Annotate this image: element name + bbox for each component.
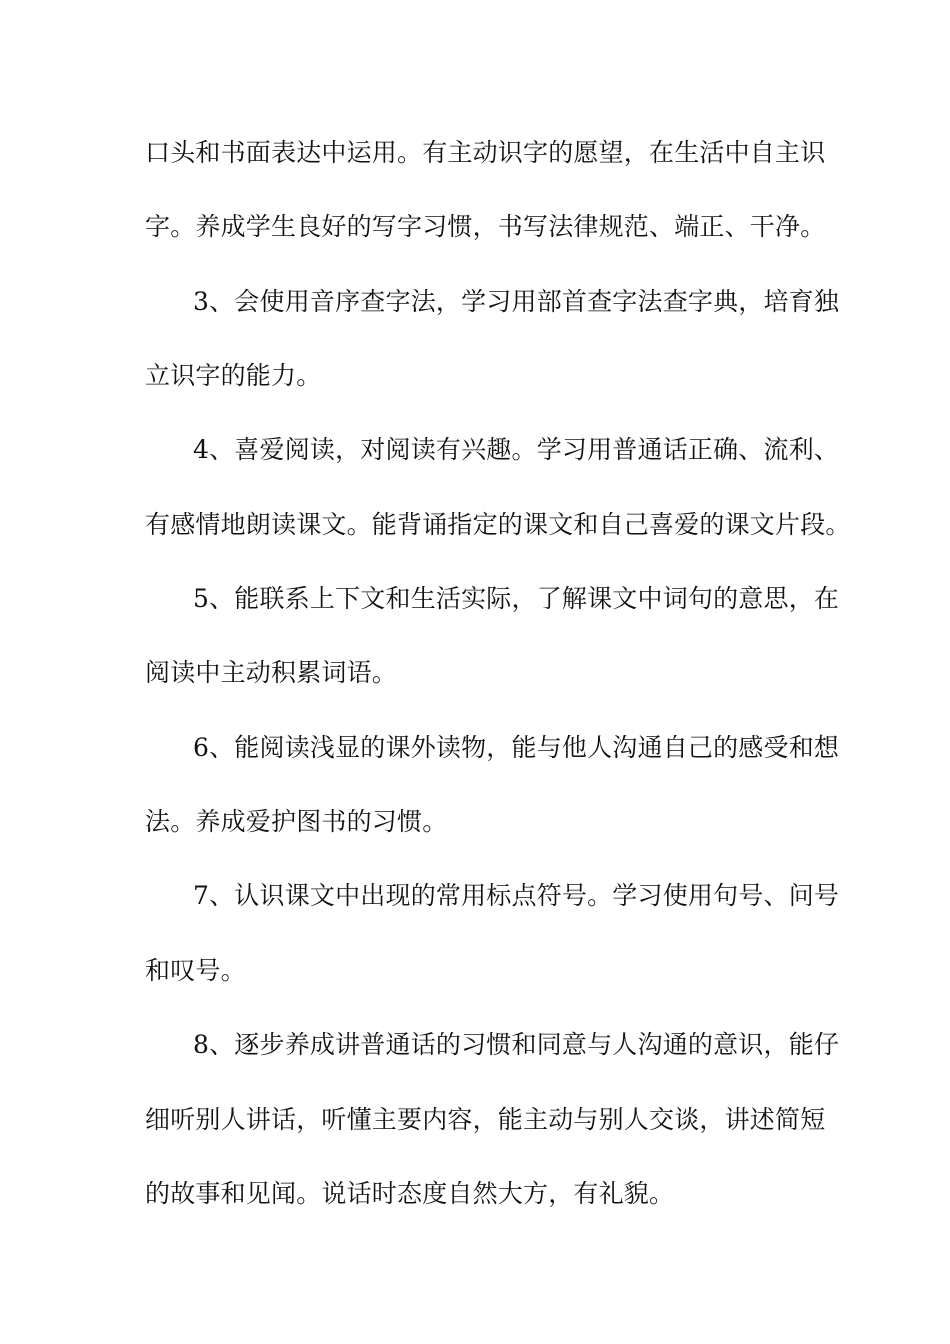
text-line: 阅读中主动积累词语。: [145, 658, 398, 687]
text-line: 法。养成爱护图书的习惯。: [145, 807, 448, 836]
text-line: 口头和书面表达中运用。有主动识字的愿望，在生活中自主识: [145, 138, 826, 167]
text-line: 5、能联系上下文和生活实际，了解课文中词句的意思，在: [193, 584, 840, 613]
text-line: 有感情地朗读课文。能背诵指定的课文和自己喜爱的课文片段。: [145, 510, 851, 539]
text-line: 8、逐步养成讲普通话的习惯和同意与人沟通的意识，能仔: [193, 1030, 840, 1059]
text-line: 6、能阅读浅显的课外读物，能与他人沟通自己的感受和想: [193, 733, 840, 762]
text-line: 4、喜爱阅读，对阅读有兴趣。学习用普通话正确、流利、: [193, 435, 840, 464]
text-line: 和叹号。: [145, 956, 246, 985]
text-line: 细听别人讲话，听懂主要内容，能主动与别人交谈，讲述简短: [145, 1105, 826, 1134]
text-line: 字。养成学生良好的写字习惯，书写法律规范、端正、干净。: [145, 212, 826, 241]
text-line: 7、认识课文中出现的常用标点符号。学习使用句号、问号: [193, 881, 840, 910]
text-line: 3、会使用音序查字法，学习用部首查字法查字典，培育独: [193, 287, 840, 316]
text-line: 立识字的能力。: [145, 361, 322, 390]
text-line: 的故事和见闻。说话时态度自然大方，有礼貌。: [145, 1179, 675, 1208]
